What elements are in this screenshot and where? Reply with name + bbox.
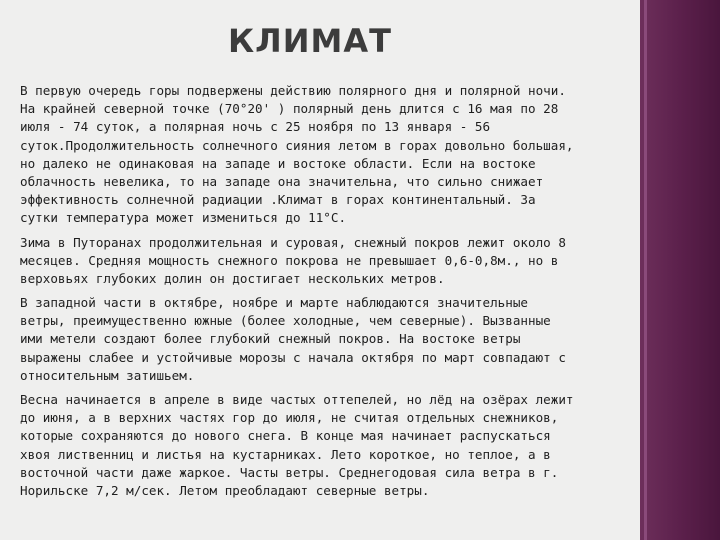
text-line: Весна начинается в апреле в виде частых оттепелей, но лёд на озёрах лежит	[20, 392, 574, 407]
slide-body	[20, 82, 640, 506]
text-line: В западной части в октябре, ноябре и марте наблюдаются значительные	[20, 295, 528, 311]
text-line: которые сохраняются до нового снега. В конце мая начинает распускаться	[20, 428, 551, 444]
decorative-side-stripe	[644, 0, 647, 540]
text-line: сутки температура может измениться до 11°С.	[20, 210, 347, 226]
text-line: восточной части даже жаркое. Часты ветры. Среднегодовая сила ветра в г.	[20, 464, 559, 480]
slide-title: КЛИМАТ	[228, 22, 392, 60]
text-line: относительным затишьем.	[20, 367, 195, 383]
text-line: ветры, преимущественно южные (более холодные, чем северные). Вызванные	[20, 313, 551, 329]
text-line: облачность невелика, то на западе она значительна, что сильно снижает	[20, 173, 544, 189]
text-line: суток.Продолжительность солнечного сияния летом в горах довольно большая,	[20, 137, 574, 153]
text-line: ими метели создают более глубокий снежный покров. На востоке ветры	[20, 331, 521, 347]
text-line: выражены слабее и устойчивые морозы с начала октября по март совпадают с	[20, 349, 566, 365]
paragraph-spring-summer	[20, 391, 640, 500]
decorative-side-band	[640, 0, 720, 540]
text-line: верховьях глубоких долин он достигает нескольких метров.	[20, 270, 445, 286]
text-line: хвоя лиственниц и листья на кустарниках. Лето короткое, но теплое, а в	[20, 446, 551, 462]
text-line: до июня, а в верхних частях гор до июля, не считая отдельных снежников,	[20, 410, 559, 426]
text-line: июля - 74 суток, а полярная ночь с 25 ноября по 13 января - 56	[20, 119, 491, 135]
text-line: В первую очередь горы подвержены действию полярного дня и полярной ночи.	[20, 83, 566, 98]
text-line: но далеко не одинаковая на западе и востоке области. Если на востоке	[20, 155, 536, 171]
paragraph-polar-day	[20, 82, 640, 228]
text-line: месяцев. Средняя мощность снежного покрова не превышает 0,6-0,8м., но в	[20, 252, 559, 268]
text-line: Зима в Путоранах продолжительная и суровая, снежный покров лежит около 8	[20, 234, 566, 250]
text-line: эффективность солнечной радиации .Климат в горах континентальный. За	[20, 192, 536, 208]
paragraph-winds	[20, 294, 640, 385]
paragraph-winter	[20, 234, 640, 289]
text-line: На крайней северной точке (70°20' ) полярный день длится с 16 мая по 28	[20, 101, 559, 117]
text-line: Норильске 7,2 м/сек. Летом преобладают северные ветры.	[20, 482, 430, 498]
